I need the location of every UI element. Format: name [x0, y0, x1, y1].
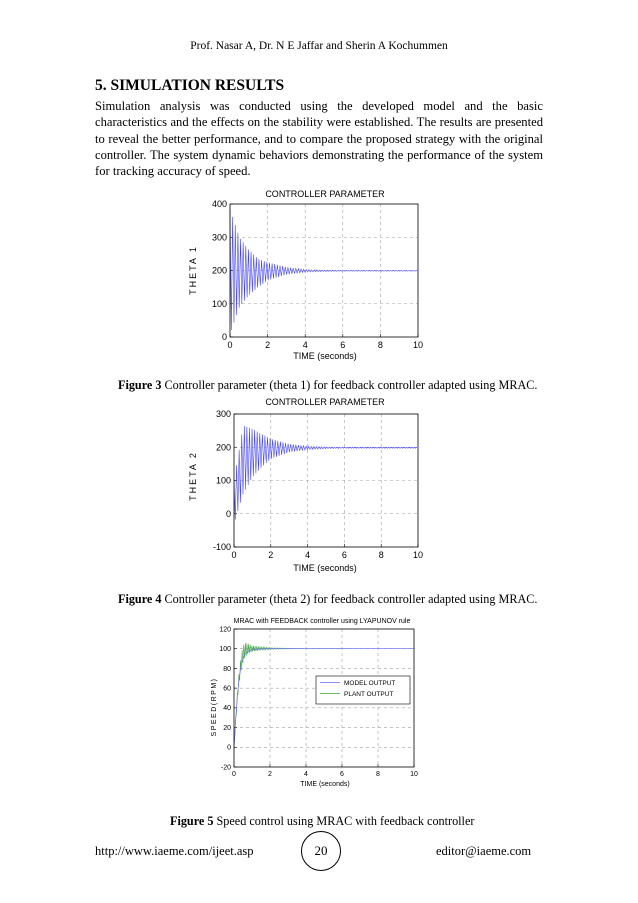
x-tick-label: 10 [412, 340, 424, 350]
chart-xlabel: TIME (seconds) [293, 351, 357, 361]
y-tick-label: 40 [223, 705, 231, 713]
section-title: 5. SIMULATION RESULTS [95, 77, 285, 94]
figure-4-caption-text: Controller parameter (theta 2) for feedback controller adapted using MRAC. [161, 592, 538, 606]
figure-4-label: Figure 4 [118, 592, 162, 606]
x-tick-label: 8 [376, 771, 380, 778]
x-tick-label: 0 [232, 771, 236, 778]
figure-3-caption [118, 378, 537, 393]
x-tick-label: 6 [341, 550, 347, 560]
figure-5-caption [170, 814, 474, 829]
y-tick-label: 20 [223, 724, 231, 732]
figure-5-caption-text: Speed control using MRAC with feedback controller [213, 814, 475, 828]
chart-title: MRAC with FEEDBACK controller using LYAPUNOV rule [233, 618, 411, 625]
chart-title: CONTROLLER PARAMETER [265, 397, 385, 407]
y-tick-label: -100 [212, 542, 231, 552]
y-tick-label: 200 [211, 265, 227, 276]
chart-ylabel: SPEED(RPM) [211, 677, 218, 737]
y-tick-label: 100 [219, 646, 231, 654]
y-tick-label: 60 [223, 685, 231, 693]
x-tick-label: 2 [265, 340, 271, 350]
y-tick-label: 100 [215, 475, 231, 486]
figure-3-label: Figure 3 [118, 378, 162, 392]
x-tick-label: 2 [268, 550, 274, 560]
y-tick-label: 300 [211, 232, 227, 243]
x-tick-label: 6 [340, 340, 346, 350]
y-tick-label: 80 [223, 665, 231, 673]
footer-email-link[interactable]: editor@iaeme.com [436, 844, 532, 858]
chart-ylabel: THETA 2 [188, 451, 198, 501]
x-tick-label: 8 [377, 340, 383, 350]
chart-xlabel: TIME (seconds) [293, 563, 357, 573]
x-tick-label: 10 [412, 550, 424, 560]
chart-ylabel: THETA 1 [188, 245, 198, 295]
y-tick-label: 200 [215, 442, 231, 453]
x-tick-label: 4 [305, 550, 311, 560]
x-tick-label: 0 [227, 340, 233, 350]
y-tick-label: 100 [211, 298, 227, 309]
legend-label: PLANT OUTPUT [344, 691, 394, 698]
figure-5-chart [200, 612, 430, 792]
page-number: 20 [301, 831, 341, 871]
x-tick-label: 8 [378, 550, 384, 560]
x-tick-label: 2 [268, 771, 272, 778]
legend-label: MODEL OUTPUT [344, 680, 396, 687]
y-tick-label: 0 [227, 744, 231, 752]
y-tick-label: 300 [215, 409, 231, 419]
y-tick-label: 400 [211, 199, 227, 209]
y-tick-label: 0 [225, 508, 231, 519]
figure-4-caption [118, 592, 537, 607]
body-paragraph: Simulation analysis was conducted using the developed model and the basic characteristics and the effects on the stability were established. The results are presented to reveal the better performance, and to compare the proposed strategy with the original controller. The system dynamic behaviors demonstrating the performance of the system for tracking accuracy of speed. [95, 99, 543, 179]
y-tick-label: 120 [219, 626, 231, 634]
chart-xlabel: TIME (seconds) [300, 781, 350, 788]
y-tick-label: -20 [220, 764, 231, 772]
running-head: Prof. Nasar A, Dr. N E Jaffar and Sherin A Kochummen [190, 40, 448, 52]
figure-3-caption-text: Controller parameter (theta 1) for feedback controller adapted using MRAC. [161, 378, 538, 392]
x-tick-label: 4 [302, 340, 308, 350]
figure-4-chart [170, 394, 440, 576]
figure-3-chart [170, 182, 440, 362]
x-tick-label: 6 [340, 771, 344, 778]
x-tick-label: 4 [304, 771, 308, 778]
y-tick-label: 0 [221, 332, 227, 342]
x-tick-label: 0 [231, 550, 237, 560]
x-tick-label: 10 [410, 771, 418, 778]
figure-5-label: Figure 5 [170, 814, 214, 828]
footer-url-link[interactable]: http://www.iaeme.com/ijeet.asp [95, 844, 254, 858]
chart-title: CONTROLLER PARAMETER [265, 189, 385, 199]
